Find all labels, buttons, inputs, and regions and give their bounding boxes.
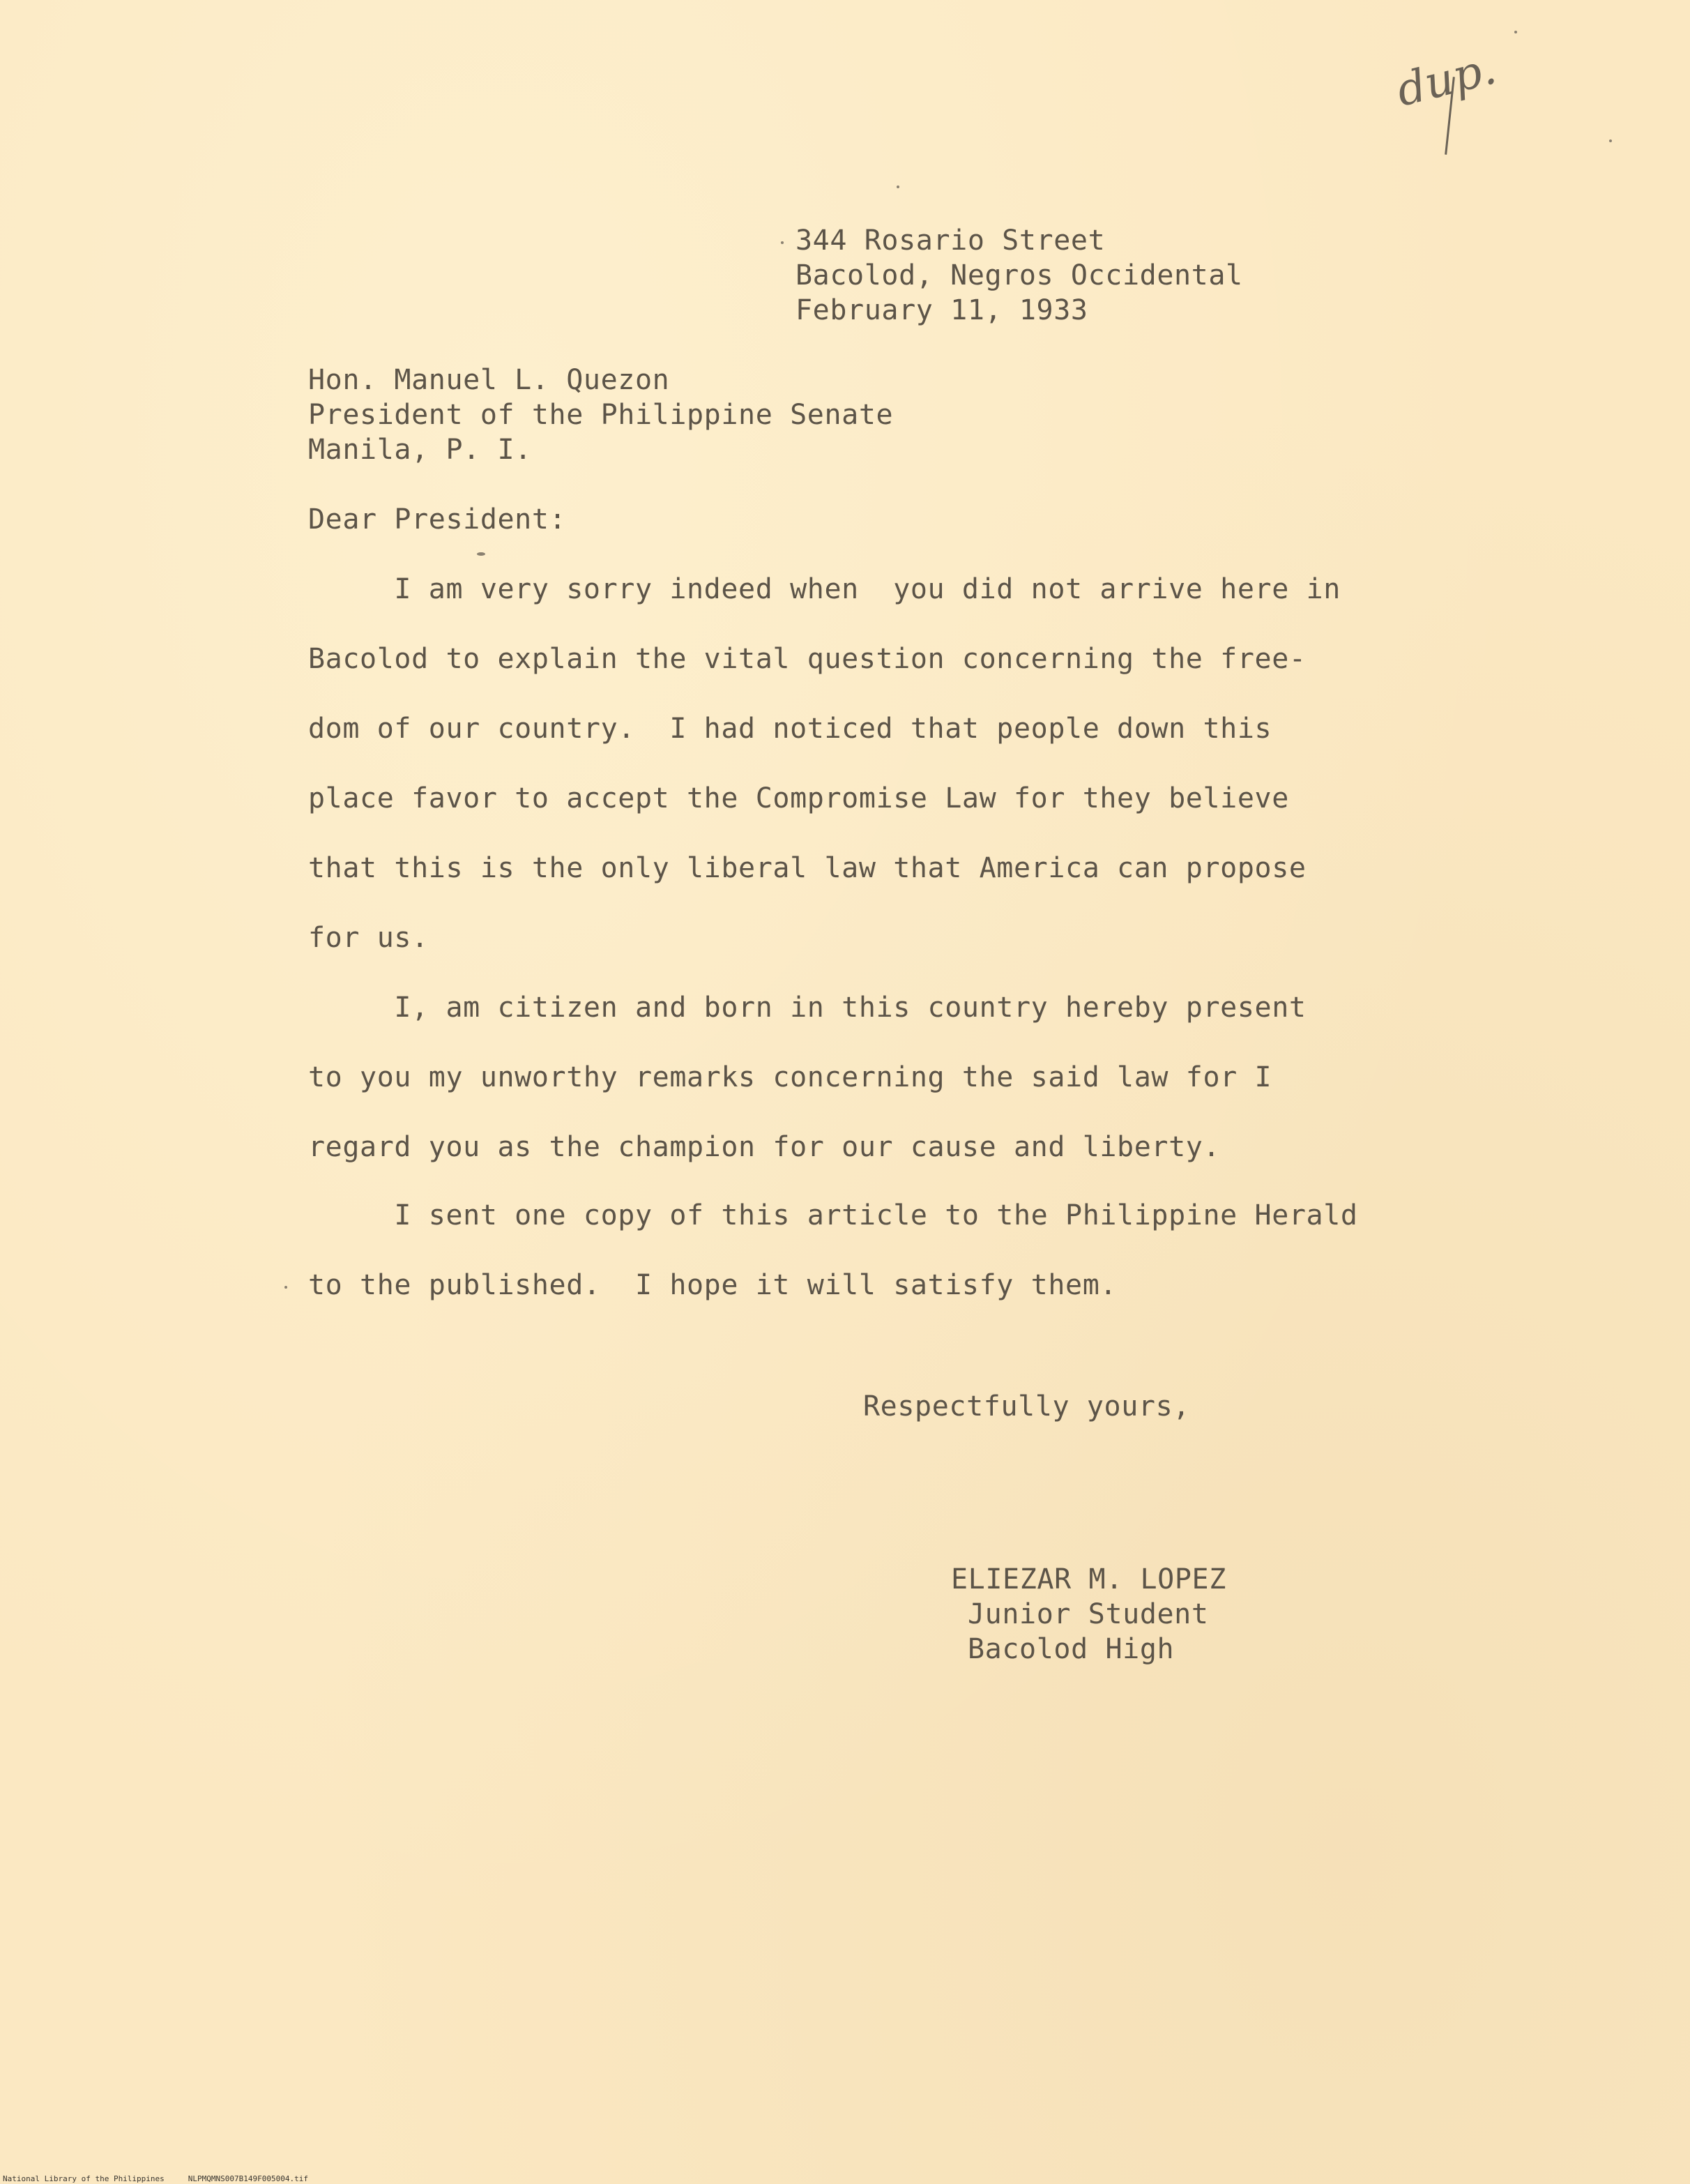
signature-school: Bacolod High bbox=[968, 1633, 1175, 1665]
closing: Respectfully yours, bbox=[863, 1390, 1190, 1423]
archive-footer bbox=[3, 2174, 332, 2183]
body-line: dom of our country. I had noticed that people down this bbox=[308, 713, 1272, 745]
body-line: to the published. I hope it will satisfy them. bbox=[308, 1269, 1118, 1301]
recipient-location: Manila, P. I. bbox=[308, 434, 532, 466]
archive-name: National Library of the Philippines bbox=[3, 2174, 165, 2183]
sender-street: 344 Rosario Street bbox=[795, 225, 1106, 257]
ink-speck bbox=[284, 1286, 287, 1289]
body-line: for us. bbox=[308, 922, 429, 954]
ink-speck bbox=[1514, 31, 1517, 33]
recipient-name: Hon. Manuel L. Quezon bbox=[308, 364, 670, 396]
handwritten-note: dup. bbox=[1392, 43, 1502, 117]
body-line: I sent one copy of this article to the Philippine Herald bbox=[308, 1199, 1358, 1231]
body-line: to you my unworthy remarks concerning the said law for I bbox=[308, 1061, 1272, 1093]
signature-role: Junior Student bbox=[968, 1598, 1209, 1630]
body-line: that this is the only liberal law that America can propose bbox=[308, 852, 1307, 884]
body-line: regard you as the champion for our cause and liberty. bbox=[308, 1131, 1221, 1163]
body-line: I am very sorry indeed when you did not arrive here in bbox=[308, 573, 1341, 605]
ink-speck bbox=[897, 185, 899, 188]
ink-speck bbox=[1609, 139, 1612, 142]
sender-city: Bacolod, Negros Occidental bbox=[795, 259, 1243, 291]
body-line: Bacolod to explain the vital question concerning the free- bbox=[308, 643, 1307, 675]
recipient-title: President of the Philippine Senate bbox=[308, 399, 894, 431]
archive-file-id: NLPMQMNS007B149F005004.tif bbox=[188, 2174, 308, 2183]
body-line: place favor to accept the Compromise Law for they believe bbox=[308, 782, 1289, 814]
body-line: I, am citizen and born in this country hereby present bbox=[308, 992, 1307, 1024]
letter-date: February 11, 1933 bbox=[795, 294, 1088, 326]
ink-speck bbox=[781, 241, 784, 244]
signature-name: ELIEZAR M. LOPEZ bbox=[951, 1563, 1226, 1595]
ink-speck bbox=[477, 552, 485, 556]
salutation: Dear President: bbox=[308, 503, 567, 536]
